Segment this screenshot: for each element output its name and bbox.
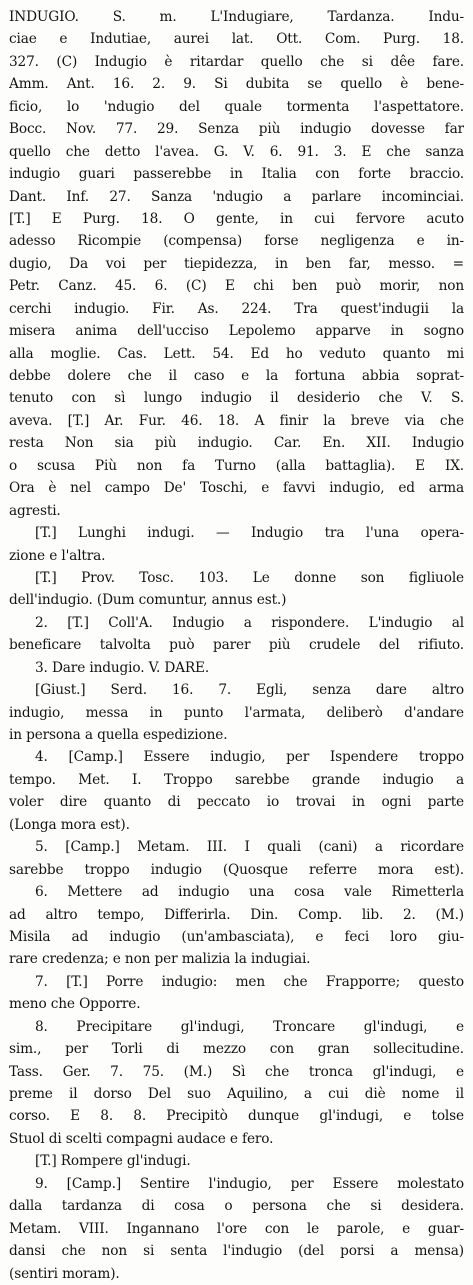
text-line: agresti. [9, 502, 61, 519]
text-line: dell'indugio. (Dum comuntur, annus est.) [9, 592, 287, 609]
text-line: Tass. Ger. 7. 75. (M.) Sì che tronca gl'indugi, e [9, 1063, 464, 1080]
text-line: 6. Mettere ad indugio una cosa vale Rimetterla [35, 884, 464, 901]
text-line: Dant. Inf. 27. Sanza 'ndugio a parlare incominciai. [9, 188, 464, 205]
text-line: rare credenza; e non per malizia la indugiai. [9, 951, 311, 968]
text-line: resta Non sia più indugio. Car. En. XII. Indugio [9, 435, 464, 452]
text-line: misera anima dell'ucciso Lepolemo apparve in sogno [9, 323, 464, 340]
text-line: ad altro tempo, Differirla. Din. Comp. lib. 2. (M.) [9, 906, 464, 923]
text-line: indugio, messa in punto l'armata, deliberò d'andare [9, 704, 464, 721]
text-line: (sentiri moram). [9, 1265, 120, 1282]
text-line: 2. [T.] Coll'A. Indugio a rispondere. L'indugio al [35, 614, 464, 631]
text-line: quello che detto l'avea. G. V. 6. 91. 3. E che sanza [9, 143, 464, 160]
text-line: 4. [Camp.] Essere indugio, per Ispendere troppo [35, 749, 464, 766]
text-line: adesso Ricompie (compensa) forse negligenza e in- [9, 233, 464, 250]
text-line: sim., per Torli di mezzo con gran sollecitudine. [9, 1041, 464, 1058]
text-line: in persona a quella espedizione. [9, 727, 228, 743]
text-line: ciae e Indutiae, aurei lat. Ott. Com. Purg. 18. [9, 31, 464, 48]
text-line: Petr. Canz. 45. 6. (C) E chi ben può morir, non [9, 278, 464, 295]
text-line: Stuol di scelti compagni audace e fero. [9, 1130, 274, 1147]
text-line: zione e l'altra. [9, 547, 106, 564]
text-line: 5. [Camp.] Metam. III. I quali (cani) a ricordare [35, 839, 464, 856]
text-line: [T.] Rompere gl'indugi. [35, 1153, 191, 1170]
text-line: cerchi indugio. Fir. As. 224. Tra quest'indugii la [9, 300, 464, 317]
text-line: Amm. Ant. 16. 2. 9. Si dubita se quello è bene- [9, 76, 464, 93]
text-line: tempo. Met. I. Troppo sarebbe grande indugio a [9, 771, 464, 788]
text-line: dugio, Da voi per tiepidezza, in ben far, messo. = [9, 255, 464, 272]
text-line: 8. Precipitare gl'indugi, Troncare gl'indugi, e [35, 1018, 464, 1035]
text-line: Bocc. Nov. 77. 29. Senza più indugio dovesse far [9, 121, 464, 138]
text-line: Ora è nel campo De' Toschi, e favvi indugio, ed arma [9, 480, 464, 497]
text-line: [Giust.] Serd. 16. 7. Egli, senza dare altro [35, 682, 464, 699]
text-line: meno che Opporre. [9, 996, 141, 1013]
text-line: preme il dorso Del suo Aquilino, a cui diè nome il [9, 1086, 464, 1102]
text-line: dansi che non si senta l'indugio (del porsi a mensa) [9, 1243, 464, 1260]
text-line: [T.] Prov. Tosc. 103. Le donne son figliuole [35, 569, 464, 586]
text-line: indugio guari passerebbe in Italia con forte braccio. [9, 166, 464, 183]
text-line: tenuto con sì lungo indugio il desiderio che V. S. [9, 390, 464, 407]
text-line: Metam. VIII. Ingannano l'ore con le parole, e guar- [9, 1220, 464, 1237]
text-line: [T.] E Purg. 18. O gente, in cui fervore acuto [9, 210, 464, 227]
text-line: 7. [T.] Porre indugio: men che Frapporre; questo [35, 973, 464, 990]
text-line: aveva. [T.] Ar. Fur. 46. 18. A finir la breve via che [9, 412, 464, 429]
text-line: beneficare talvolta può parer più crudele del rifiuto. [9, 637, 464, 654]
text-line: ficio, lo 'ndugio del quale tormenta l'aspettatore. [9, 98, 464, 115]
text-line: dalla tardanza di cosa o persona che si desidera. [9, 1198, 464, 1215]
text-line: debbe dolere che il caso e la fortuna abbia soprat- [9, 368, 464, 384]
text-line: 3. Dare indugio. V. DARE. [35, 659, 210, 676]
text-line: sarebbe troppo indugio (Quosque referre mora est). [9, 861, 464, 878]
text-line: INDUGIO. S. m. L'Indugiare, Tardanza. Indu- [9, 9, 464, 25]
text-line: (Longa mora est). [9, 816, 130, 833]
text-line: Misila ad indugio (un'ambasciata), e feci loro giu- [9, 928, 464, 945]
text-line: alla moglie. Cas. Lett. 54. Ed ho veduto quanto mi [9, 345, 464, 362]
dictionary-entry-indugio [9, 6, 464, 1285]
text-line: voler dire quanto di peccato io trovai in ogni parte [9, 794, 464, 811]
text-line: corso. E 8. 8. Precipitò dunque gl'indugi, e tolse [9, 1108, 464, 1125]
text-line: [T.] Lunghi indugi. — Indugio tra l'una opera- [35, 525, 464, 542]
text-line: o scusa Più non fa Turno (alla battaglia). E IX. [9, 457, 464, 474]
text-line: 9. [Camp.] Sentire l'indugio, per Essere molestato [35, 1175, 464, 1192]
text-line: 327. (C) Indugio è ritardar quello che si dêe fare. [9, 53, 464, 70]
